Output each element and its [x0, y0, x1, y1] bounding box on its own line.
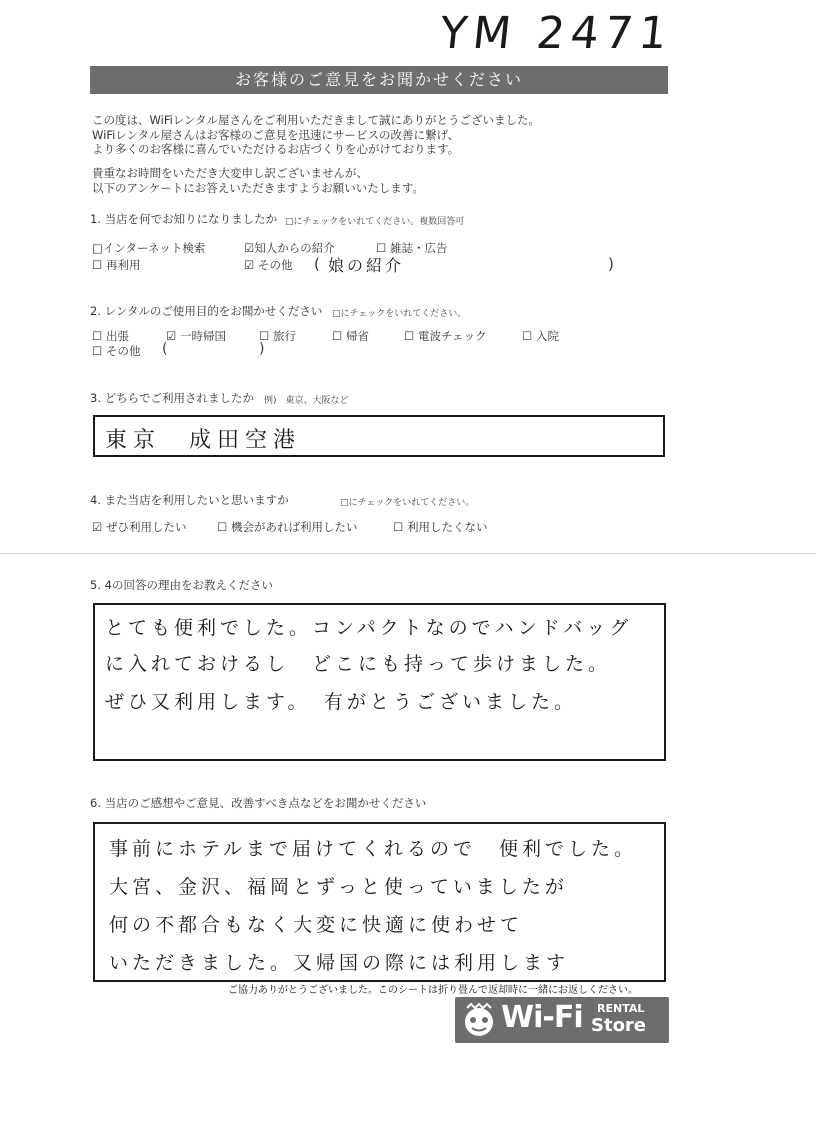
- section-divider: [0, 553, 816, 554]
- checkbox-icon: ☐: [259, 329, 270, 343]
- checkbox-checked-icon: ☑: [166, 329, 177, 343]
- q1-option-internet: □インターネット検索: [92, 241, 206, 255]
- q1-other-open-paren: (: [314, 255, 320, 273]
- q2-option-signal-check[interactable]: ☐ 電波チェック: [404, 329, 487, 343]
- q1-option-referral[interactable]: ☑知人からの紹介: [244, 241, 335, 255]
- q2-option-hospital[interactable]: ☐ 入院: [522, 329, 559, 343]
- q6-handwritten-line: 大宮、金沢、福岡とずっと使っていましたが: [109, 876, 568, 898]
- mascot-icon: [461, 1002, 497, 1038]
- q6-handwritten-line: 何の不都合もなく大変に快適に使わせて: [109, 914, 524, 936]
- q6-handwritten-line: 事前にホテルまで届けてくれるので 便利でした。: [109, 838, 638, 860]
- checkbox-icon: ☐: [217, 520, 228, 534]
- checkbox-icon: ☐: [92, 258, 103, 272]
- q5-title: 5. 4の回答の理由をお教えください: [90, 578, 273, 592]
- checkbox-icon: ☐: [92, 329, 103, 343]
- q4-option-if-opportunity[interactable]: ☐ 機会があれば利用したい: [217, 520, 358, 534]
- checkbox-checked-icon: ☑: [92, 520, 103, 534]
- q2-title: 2. レンタルのご使用目的をお聞かせください: [90, 304, 323, 318]
- checkbox-icon: ☐: [393, 520, 404, 534]
- logo-store-text: Store: [591, 1015, 647, 1036]
- intro-line: 以下のアンケートにお答えいただきますようお願いいたします。: [92, 180, 424, 195]
- q5-handwritten-line: とても便利でした。コンパクトなのでハンドバッグ: [105, 617, 633, 639]
- wifi-rental-store-logo: [455, 997, 669, 1043]
- q2-option-travel[interactable]: ☐ 旅行: [259, 329, 296, 343]
- q2-option-other[interactable]: ☐ その他: [92, 344, 141, 358]
- q4-note: □にチェックをいれてください。: [340, 498, 475, 508]
- q4-title: 4. また当店を利用したいと思いますか: [90, 493, 289, 507]
- q5-handwritten-line: ぜひ又利用します。 有がとうございました。: [105, 691, 577, 713]
- q2-note: □にチェックをいれてください。: [332, 309, 467, 319]
- q2-other-close-paren: ): [259, 341, 265, 357]
- checkbox-icon: ☐: [522, 329, 533, 343]
- q3-title: 3. どちらでご利用されましたか: [90, 391, 255, 405]
- q1-option-reuse[interactable]: ☐ 再利用: [92, 258, 141, 272]
- q1-option-other[interactable]: ☑ その他: [244, 258, 293, 272]
- q4-option-no[interactable]: ☐ 利用したくない: [393, 520, 488, 534]
- checkbox-checked-icon: ☑: [244, 241, 255, 255]
- q3-handwritten-answer: 東京 成田空港: [105, 428, 302, 453]
- checkbox-icon: ☐: [92, 344, 103, 358]
- intro-line: WiFiレンタル屋さんはお客様のご意見を迅速にサービスの改善に繋げ、: [92, 127, 460, 142]
- q2-option-homecoming[interactable]: ☐ 帰省: [332, 329, 369, 343]
- form-title-banner: お客様のご意見をお聞かせください: [90, 66, 668, 94]
- q6-answer-box[interactable]: [93, 822, 666, 982]
- logo-rental-text: RENTAL: [597, 1002, 645, 1015]
- checkbox-icon: ☐: [404, 329, 415, 343]
- footer-thanks-note: ご協力ありがとうございました。このシートは折り畳んで返却時に一緒にお返しください。: [228, 985, 638, 996]
- intro-line: より多くのお客様に喜んでいただけるお店づくりを心がけております。: [92, 142, 460, 156]
- q2-other-open-paren: (: [162, 341, 168, 357]
- intro-paragraph-1: [92, 113, 540, 157]
- handwritten-reference-id: YM 2471: [437, 8, 676, 59]
- q1-other-close-paren: ): [608, 255, 614, 273]
- q5-handwritten-line: に入れておけるし どこにも持って歩けました。: [105, 653, 612, 675]
- q1-note: □にチェックをいれてください。複数回答可: [285, 217, 465, 227]
- checkbox-icon: ☐: [376, 241, 387, 255]
- q1-other-handwritten-answer: 娘の紹介: [328, 256, 405, 275]
- q3-note: 例) 東京、大阪など: [264, 396, 349, 406]
- q1-option-magazine[interactable]: ☐ 雑誌・広告: [376, 241, 448, 255]
- intro-line: この度は、WiFiレンタル屋さんをご利用いただきまして誠にありがとうございました。: [92, 113, 541, 127]
- logo-wifi-text: Wi-Fi: [501, 1000, 583, 1035]
- q2-option-business[interactable]: ☐ 出張: [92, 329, 129, 343]
- q4-option-definitely[interactable]: ☑ ぜひ利用したい: [92, 520, 187, 534]
- q3-answer-box[interactable]: [93, 415, 665, 457]
- checkbox-checked-icon: ☑: [244, 258, 255, 272]
- q1-title: 1. 当店を何でお知りになりましたか: [90, 212, 278, 226]
- intro-line: 貴重なお時間をいただき大変申し訳ございませんが、: [92, 166, 368, 180]
- checkbox-icon: ☐: [332, 329, 343, 343]
- q2-option-return-home[interactable]: ☑ 一時帰国: [166, 329, 226, 343]
- q6-handwritten-line: いただきました。又帰国の際には利用します: [109, 952, 570, 974]
- q5-answer-box[interactable]: [93, 603, 666, 761]
- q6-title: 6. 当店のご感想やご意見、改善すべき点などをお聞かせください: [90, 796, 427, 810]
- intro-paragraph-2: [92, 166, 424, 195]
